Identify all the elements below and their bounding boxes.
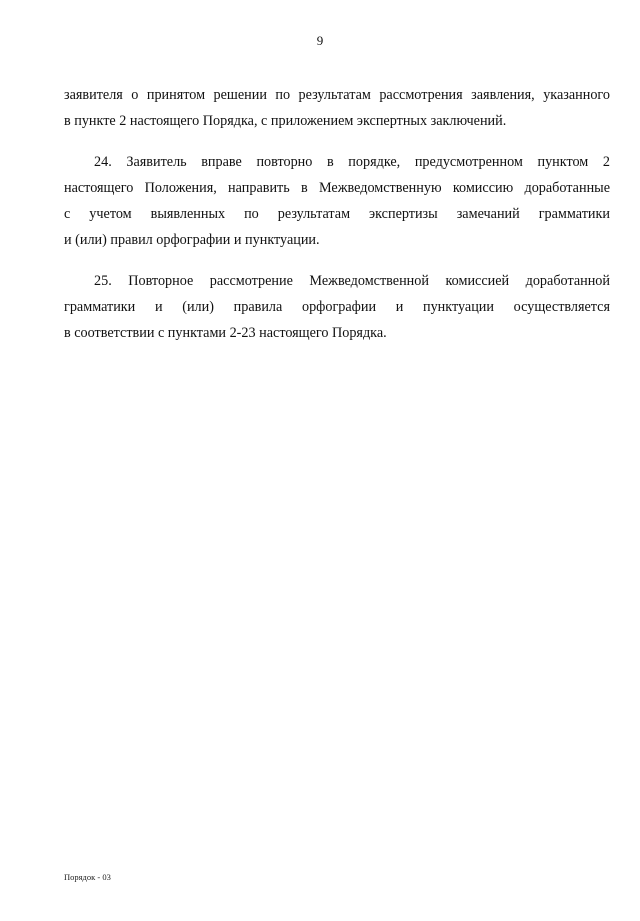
text-line: с учетом выявленных по результатам экспертизы замечаний грамматики	[64, 206, 610, 222]
text-line: настоящего Положения, направить в Межведомственную комиссию доработанные	[64, 180, 610, 196]
text-line: заявителя о принятом решении по результатам рассмотрения заявления, указанного	[64, 87, 610, 103]
text-line: грамматики и (или) правила орфографии и пунктуации осуществляется	[64, 299, 610, 315]
paragraph-25	[64, 268, 610, 346]
text-line: и (или) правил орфографии и пунктуации.	[64, 232, 320, 248]
paragraph-continuation	[64, 82, 610, 134]
paragraph-24	[64, 149, 610, 253]
text-line: 25. Повторное рассмотрение Межведомственной комиссией доработанной	[94, 273, 610, 289]
text-line: 24. Заявитель вправе повторно в порядке, предусмотренном пунктом 2	[94, 154, 610, 170]
footer-document-code: Порядок - 03	[64, 872, 111, 882]
text-line: в соответствии с пунктами 2-23 настоящего Порядка.	[64, 325, 387, 341]
text-line: в пункте 2 настоящего Порядка, с приложением экспертных заключений.	[64, 113, 507, 129]
page-number: 9	[316, 33, 324, 48]
document-body	[64, 82, 610, 361]
